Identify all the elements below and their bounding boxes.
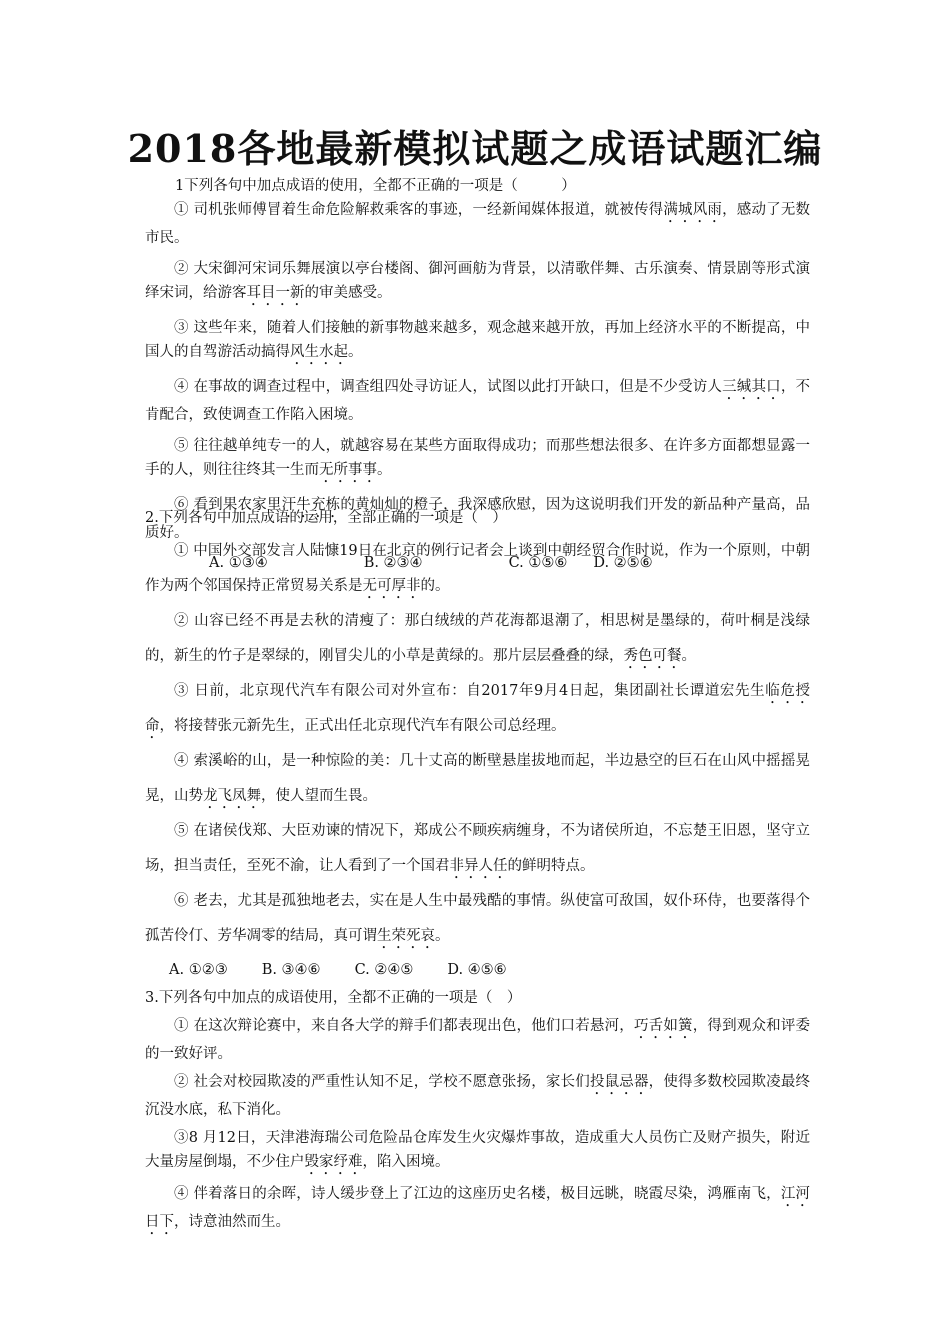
question-3-item-3: ③8 月12日，天津港海瑞公司危险品仓库发生火灾爆炸事故，造成重大人员伤亡及财产损失，附近大量房屋倒塌，不少住户毁家纾难，陷入困境。 xyxy=(145,1130,810,1170)
dotted-idiom: 三缄其口 xyxy=(722,379,781,395)
dotted-idiom: 满城风雨 xyxy=(663,202,723,218)
question-2-item-1: ① 中国外交部发言人陆慷19日在北京的例行记者会上谈到中朝经贸合作时说，作为一个原则，中朝作为两个邻国保持正常贸易关系是无可厚非的。 xyxy=(145,543,810,594)
page-title: 2018各地最新模拟试题之成语试题汇编 xyxy=(127,126,823,171)
dotted-idiom: 江河日下 xyxy=(145,1186,810,1230)
question-2-item-3: ③ 日前，北京现代汽车有限公司对外宣布：自2017年9月4日起，集团副社长谭道宏先生临危授命，将接替张元新先生，正式出任北京现代汽车有限公司总经理。 xyxy=(145,683,811,734)
dotted-idiom: 临危授命 xyxy=(145,683,811,734)
question-3 xyxy=(145,986,810,1238)
question-2-item-5: ⑤ 在诸侯伐郑、大臣劝谏的情况下，郑成公不顾疾病缠身，不为诸侯所迫，不忘楚王旧恩，坚守立场，担当责任，至死不渝，让人看到了一个国君非异人任的鲜明特点。 xyxy=(145,823,810,874)
question-2-item-4: ④ 索溪峪的山，是一种惊险的美：几十丈高的断壁悬崖拔地而起，半边悬空的巨石在山风中摇摇晃晃，山势龙飞凤舞，使人望而生畏。 xyxy=(145,753,810,804)
dotted-idiom: 龙飞凤舞 xyxy=(203,788,261,804)
question-2-item-6: ⑥ 老去，尤其是孤独地老去，实在是人生中最残酷的事情。纵使富可敌国，奴仆环侍，也要落得个孤苦伶仃、芳华凋零的结局，真可谓生荣死哀。 xyxy=(145,893,810,944)
question-1-item-4: ④ 在事故的调查过程中，调查组四处寻访证人，试图以此打开缺口，但是不少受访人三缄其口，不肯配合，致使调查工作陷入困境。 xyxy=(145,379,811,423)
question-1-item-6: ⑥ 看到果农家里汗牛充栋的黄灿灿的橙子，我深感欣慰，因为这说明我们开发的新品种产量高，品质好。 xyxy=(145,497,810,541)
dotted-idiom: 秀色可餐 xyxy=(623,648,682,664)
dotted-idiom: 无可厚非 xyxy=(362,578,421,594)
question-3-item-1: ① 在这次辩论赛中，来自各大学的辩手们都表现出色，他们口若悬河，巧舌如簧，得到观众和评委的一致好评。 xyxy=(145,1018,811,1062)
dotted-idiom: 无所事事 xyxy=(319,462,377,478)
question-3-item-2: ② 社会对校园欺凌的严重性认知不足，学校不愿意张扬，家长们投鼠忌器，使得多数校园欺凌最终沉没水底，私下消化。 xyxy=(145,1074,811,1118)
dotted-idiom: 毁家纾难 xyxy=(304,1154,363,1170)
dotted-idiom: 汗牛充栋 xyxy=(281,497,341,513)
question-2-item-2: ② 山容已经不再是去秋的清瘦了：那白绒绒的芦花海都退潮了，相思树是墨绿的，荷叶桐是浅绿的，新生的竹子是翠绿的，刚冒尖儿的小草是黄绿的。那片层层叠叠的绿，秀色可餐。 xyxy=(145,613,810,664)
question-2-stem: 2.下列各句中加点成语的运用，全部正确的一项是（ ） xyxy=(145,510,507,526)
question-1-item-2: ② 大宋御河宋词乐舞展演以亭台楼阁、御河画舫为背景，以清歌伴舞、古乐演奏、情景剧等形式演绎宋词，给游客耳目一新的审美感受。 xyxy=(145,261,810,301)
question-1-item-1: ① 司机张师傅冒着生命危险解救乘客的事迹，一经新闻媒体报道，就被传得满城风雨，感动了无数市民。 xyxy=(145,202,811,246)
question-2 xyxy=(145,506,810,982)
dotted-idiom: 风生水起 xyxy=(290,344,348,360)
dotted-idiom: 生荣死哀 xyxy=(377,928,435,944)
question-1-item-5: ⑤ 往往越单纯专一的人，就越容易在某些方面取得成功；而那些想法很多、在许多方面都想显露一手的人，则往往终其一生而无所事事。 xyxy=(145,438,810,478)
dotted-idiom: 巧舌如簧 xyxy=(633,1018,693,1034)
question-1-stem: 1下列各句中加点成语的使用，全都不正确的一项是（ ） xyxy=(175,178,576,194)
dotted-idiom: 非异人任 xyxy=(449,858,508,874)
question-2-choices: A. ①②③ B. ③④⑥ C. ②④⑤ D. ④⑤⑥ xyxy=(169,962,507,978)
dotted-idiom: 投鼠忌器 xyxy=(589,1074,649,1090)
question-1-item-3: ③ 这些年来，随着人们接触的新事物越来越多，观念越来越开放，再加上经济水平的不断提高，中国人的自驾游活动搞得风生水起。 xyxy=(145,320,810,360)
question-3-item-4: ④ 伴着落日的余晖，诗人缓步登上了江边的这座历史名楼，极目远眺，晓霞尽染，鸿雁南飞，江河日下，诗意油然而生。 xyxy=(145,1186,810,1230)
dotted-idiom: 耳目一新 xyxy=(246,285,305,301)
question-3-stem: 3.下列各句中加点的成语使用，全都不正确的一项是（ ） xyxy=(145,990,522,1006)
question-1-choices: A. ①③④ B. ②③④ C. ①⑤⑥ D. ②⑤⑥ xyxy=(209,555,653,571)
